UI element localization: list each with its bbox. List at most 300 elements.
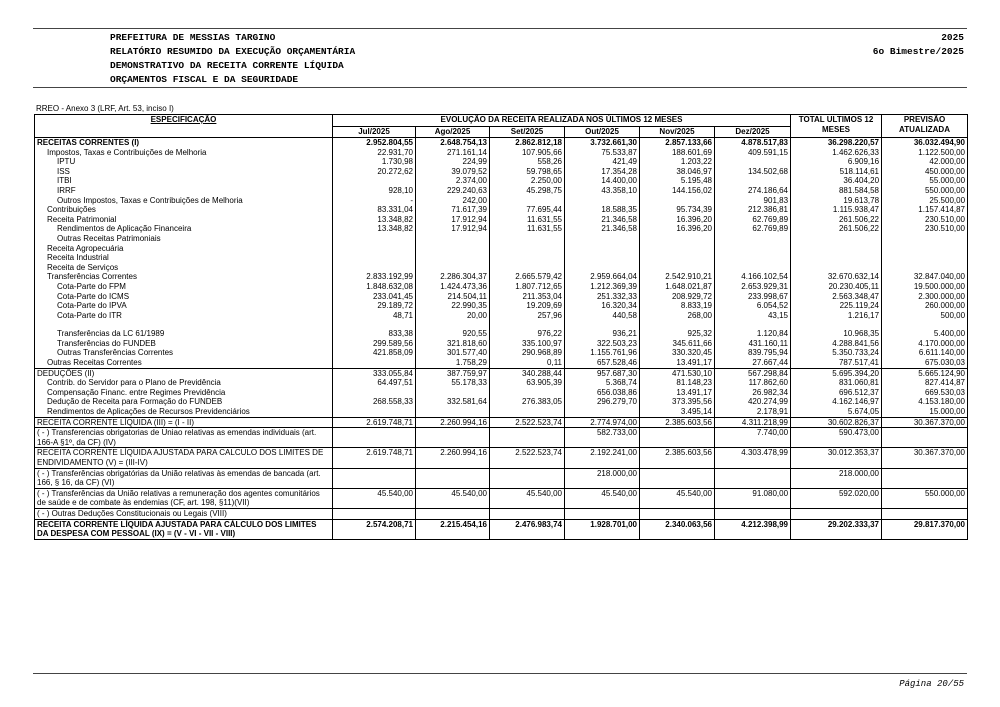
- cell-value: 83.331,04: [333, 205, 416, 215]
- row-label: Cota-Parte do IPVA: [35, 301, 333, 311]
- page-number: Página 20/55: [899, 679, 964, 689]
- row-label: Receita Industrial: [35, 253, 333, 263]
- cell-value: [333, 234, 416, 244]
- col-header-forecast: PREVISÃO ATUALIZADA: [882, 115, 968, 138]
- cell-value: 14.400,00: [565, 176, 640, 186]
- cell-value: 330.320,45: [640, 348, 715, 358]
- cell-value: 11.631,55: [490, 215, 565, 225]
- cell-value: [882, 468, 968, 488]
- cell-value: [416, 428, 490, 448]
- cell-value: 2.374,00: [416, 176, 490, 186]
- cell-value: 2.648.754,13: [416, 138, 490, 148]
- cell-value: 91.080,00: [715, 488, 791, 508]
- row-label: RECEITA CORRENTE LÍQUIDA AJUSTADA PARA CÁLCULO DOS LIMITES DA DESPESA COM PESSOAL (IX) = (V - VI - VII - VIII): [35, 519, 333, 539]
- cell-value: 16.396,20: [640, 215, 715, 225]
- row-label: Cota-Parte do ITR: [35, 311, 333, 321]
- cell-value: [490, 468, 565, 488]
- cell-value: [791, 244, 882, 254]
- cell-value: 2.260.994,16: [416, 448, 490, 468]
- cell-value: 1.155.761,96: [565, 348, 640, 358]
- cell-value: 29.189,72: [333, 301, 416, 311]
- cell-value: 16.320,34: [565, 301, 640, 311]
- row-label: ( - ) Outras Deduções Constitucionais ou Legais (VIII): [35, 508, 333, 519]
- cell-value: [882, 428, 968, 448]
- cell-value: [333, 388, 416, 398]
- cell-value: 296.279,70: [565, 397, 640, 407]
- table-row: [35, 311, 968, 321]
- cell-value: [715, 320, 791, 329]
- cell-value: 2.952.804,55: [333, 138, 416, 148]
- table-row: [35, 339, 968, 349]
- cell-value: 421,49: [565, 157, 640, 167]
- cell-value: [640, 508, 715, 519]
- cell-value: [882, 244, 968, 254]
- cell-value: 2.192.241,00: [565, 448, 640, 468]
- cell-value: 17.912,94: [416, 224, 490, 234]
- cell-value: 592.020,00: [791, 488, 882, 508]
- cell-value: 4.288.841,56: [791, 339, 882, 349]
- cell-value: [333, 320, 416, 329]
- col-header-total: TOTAL ULTIMOS 12 MESES: [791, 115, 882, 138]
- cell-value: 211.353,04: [490, 292, 565, 302]
- table-row: [35, 272, 968, 282]
- cell-value: 321.818,60: [416, 339, 490, 349]
- cell-value: 5.695.394,20: [791, 368, 882, 378]
- cell-value: 59.798,65: [490, 167, 565, 177]
- cell-value: 29.817.370,00: [882, 519, 968, 539]
- cell-value: [640, 468, 715, 488]
- cell-value: 212.386,81: [715, 205, 791, 215]
- col-header-month: Out/2025: [565, 127, 640, 138]
- cell-value: 63.905,39: [490, 378, 565, 388]
- cell-value: 39.079,52: [416, 167, 490, 177]
- cell-value: 500,00: [882, 311, 968, 321]
- table-row: [35, 176, 968, 186]
- cell-value: 2.286.304,37: [416, 272, 490, 282]
- cell-value: [791, 253, 882, 263]
- cell-value: 13.348,82: [333, 224, 416, 234]
- cell-value: 6.909,16: [791, 157, 882, 167]
- cell-value: 19.613,78: [791, 196, 882, 206]
- cell-value: 2.563.348,47: [791, 292, 882, 302]
- cell-value: 2.476.983,74: [490, 519, 565, 539]
- cell-value: 17.354,28: [565, 167, 640, 177]
- cell-value: [640, 263, 715, 273]
- table-row: [35, 292, 968, 302]
- cell-value: 42.000,00: [882, 157, 968, 167]
- cell-value: [565, 508, 640, 519]
- cell-value: [333, 428, 416, 448]
- cell-value: 20,00: [416, 311, 490, 321]
- cell-value: 43.358,10: [565, 186, 640, 196]
- cell-value: 276.383,05: [490, 397, 565, 407]
- cell-value: [715, 508, 791, 519]
- cell-value: 787.517,41: [791, 358, 882, 368]
- table-row: [35, 508, 968, 519]
- cell-value: 290.968,89: [490, 348, 565, 358]
- cell-value: [416, 407, 490, 417]
- cell-value: [333, 407, 416, 417]
- cell-value: [565, 253, 640, 263]
- row-label: Cota-Parte do ICMS: [35, 292, 333, 302]
- row-label: Compensação Financ. entre Regimes Previdência: [35, 388, 333, 398]
- cell-value: 421.858,09: [333, 348, 416, 358]
- cell-value: 657.528,46: [565, 358, 640, 368]
- table-row: [35, 224, 968, 234]
- cell-value: 420.274,99: [715, 397, 791, 407]
- cell-value: 17.912,94: [416, 215, 490, 225]
- cell-value: 71.617,39: [416, 205, 490, 215]
- cell-value: 2.385.603,56: [640, 417, 715, 428]
- header-period: 6o Bimestre/2025: [872, 46, 964, 57]
- cell-value: [490, 508, 565, 519]
- cell-value: 1.115.938,47: [791, 205, 882, 215]
- cell-value: 582.733,00: [565, 428, 640, 448]
- table-row: [35, 138, 968, 148]
- cell-value: [715, 234, 791, 244]
- cell-value: 19.500.000,00: [882, 282, 968, 292]
- cell-value: 5.368,74: [565, 378, 640, 388]
- table-row: [35, 519, 968, 539]
- cell-value: 208.929,72: [640, 292, 715, 302]
- cell-value: 22.931,70: [333, 148, 416, 158]
- cell-value: [715, 157, 791, 167]
- cell-value: 4.303.478,99: [715, 448, 791, 468]
- cell-value: 3.732.661,30: [565, 138, 640, 148]
- cell-value: [333, 176, 416, 186]
- row-label: Receita Agropecuária: [35, 244, 333, 254]
- cell-value: 81.148,23: [640, 378, 715, 388]
- cell-value: 2.250,00: [490, 176, 565, 186]
- cell-value: 1.212.369,39: [565, 282, 640, 292]
- cell-value: 2.522.523,74: [490, 448, 565, 468]
- cell-value: 22.990,35: [416, 301, 490, 311]
- cell-value: 45.540,00: [565, 488, 640, 508]
- cell-value: 440,58: [565, 311, 640, 321]
- cell-value: 881.584,58: [791, 186, 882, 196]
- cell-value: 827.414,87: [882, 378, 968, 388]
- cell-value: [416, 468, 490, 488]
- col-header-month: Set/2025: [490, 127, 565, 138]
- cell-value: 16.396,20: [640, 224, 715, 234]
- table-row: [35, 378, 968, 388]
- table-row: [35, 388, 968, 398]
- cell-value: [416, 244, 490, 254]
- cell-value: [565, 263, 640, 273]
- cell-value: 1.462.626,33: [791, 148, 882, 158]
- row-label: Impostos, Taxas e Contribuições de Melhoria: [35, 148, 333, 158]
- cell-value: 1.758,29: [416, 358, 490, 368]
- cell-value: 8.833,19: [640, 301, 715, 311]
- cell-value: 1.120,84: [715, 329, 791, 339]
- cell-value: 75.533,87: [565, 148, 640, 158]
- cell-value: 831.060,81: [791, 378, 882, 388]
- cell-value: 36.298.220,57: [791, 138, 882, 148]
- cell-value: 19.209,69: [490, 301, 565, 311]
- table-row: [35, 368, 968, 378]
- cell-value: 4.212.398,99: [715, 519, 791, 539]
- cell-value: [715, 263, 791, 273]
- cell-value: 567.298,84: [715, 368, 791, 378]
- cell-value: 36.032.494,90: [882, 138, 968, 148]
- cell-value: 1.424.473,36: [416, 282, 490, 292]
- cell-value: 233.998,67: [715, 292, 791, 302]
- cell-value: [640, 234, 715, 244]
- cell-value: 4.153.180,00: [882, 397, 968, 407]
- cell-value: [490, 388, 565, 398]
- table-row: [35, 157, 968, 167]
- table-row: [35, 358, 968, 368]
- cell-value: [333, 244, 416, 254]
- table-row: [35, 320, 968, 329]
- cell-value: 558,26: [490, 157, 565, 167]
- row-label: Rendimentos de Aplicações de Recursos Previdenciários: [35, 407, 333, 417]
- cell-value: 833,38: [333, 329, 416, 339]
- cell-value: 214.504,11: [416, 292, 490, 302]
- cell-value: [565, 196, 640, 206]
- cell-value: [333, 253, 416, 263]
- cell-value: 134.502,68: [715, 167, 791, 177]
- row-label: Outras Receitas Correntes: [35, 358, 333, 368]
- cell-value: [416, 234, 490, 244]
- cell-value: 21.346,58: [565, 224, 640, 234]
- cell-value: 32.847.040,00: [882, 272, 968, 282]
- cell-value: [882, 508, 968, 519]
- cell-value: [333, 358, 416, 368]
- table-row: [35, 167, 968, 177]
- cell-value: 32.670.632,14: [791, 272, 882, 282]
- cell-value: 144.156,02: [640, 186, 715, 196]
- cell-value: [490, 253, 565, 263]
- table-row: [35, 186, 968, 196]
- cell-value: [791, 263, 882, 273]
- row-label: Receita de Serviços: [35, 263, 333, 273]
- cell-value: [490, 263, 565, 273]
- cell-value: 6.611.140,00: [882, 348, 968, 358]
- cell-value: [333, 508, 416, 519]
- header-budgets: ORÇAMENTOS FISCAL E DA SEGURIDADE: [110, 74, 299, 85]
- row-label: DEDUÇÕES (II): [35, 368, 333, 378]
- row-label: Cota-Parte do FPM: [35, 282, 333, 292]
- table-row: [35, 234, 968, 244]
- cell-value: [882, 263, 968, 273]
- footer-rule: [33, 673, 967, 674]
- cell-value: 2.542.910,21: [640, 272, 715, 282]
- table-row: [35, 488, 968, 508]
- cell-value: 920,55: [416, 329, 490, 339]
- cell-value: [490, 234, 565, 244]
- cell-value: 1.216,17: [791, 311, 882, 321]
- cell-value: 251.332,33: [565, 292, 640, 302]
- cell-value: 4.162.146,97: [791, 397, 882, 407]
- cell-value: [715, 468, 791, 488]
- cell-value: 5.350.733,24: [791, 348, 882, 358]
- table-row: [35, 348, 968, 358]
- cell-value: [715, 253, 791, 263]
- table-row: [35, 417, 968, 428]
- cell-value: 301.577,40: [416, 348, 490, 358]
- cell-value: 299.589,56: [333, 339, 416, 349]
- cell-value: 2.862.812,18: [490, 138, 565, 148]
- table-row: [35, 428, 968, 448]
- cell-value: 387.759,97: [416, 368, 490, 378]
- cell-value: 257,96: [490, 311, 565, 321]
- cell-value: 1.848.632,08: [333, 282, 416, 292]
- row-label: ( - ) Transferências da União relativas a remuneração dos agentes comunitários de saúde e de combate às endemias (CF, art. 198, §11)(VII): [35, 488, 333, 508]
- cell-value: [490, 320, 565, 329]
- cell-value: [882, 320, 968, 329]
- cell-value: 77.695,44: [490, 205, 565, 215]
- cell-value: [640, 244, 715, 254]
- table-row: [35, 468, 968, 488]
- cell-value: 18.588,35: [565, 205, 640, 215]
- cell-value: 55.000,00: [882, 176, 968, 186]
- cell-value: 45.298,75: [490, 186, 565, 196]
- cell-value: 936,21: [565, 329, 640, 339]
- row-label: Contrib. do Servidor para o Plano de Previdência: [35, 378, 333, 388]
- cell-value: 229.240,63: [416, 186, 490, 196]
- cell-value: 30.367.370,00: [882, 448, 968, 468]
- cell-value: [490, 244, 565, 254]
- cell-value: 48,71: [333, 311, 416, 321]
- cell-value: 928,10: [333, 186, 416, 196]
- cell-value: 29.202.333,37: [791, 519, 882, 539]
- row-label: [35, 320, 333, 329]
- cell-value: [416, 508, 490, 519]
- table-row: [35, 253, 968, 263]
- cell-value: [565, 320, 640, 329]
- table-row: [35, 244, 968, 254]
- cell-value: [791, 320, 882, 329]
- cell-value: 30.367.370,00: [882, 417, 968, 428]
- cell-value: [490, 428, 565, 448]
- row-label: RECEITA CORRENTE LÍQUIDA (III) = (I - II): [35, 417, 333, 428]
- cell-value: 274.186,64: [715, 186, 791, 196]
- cell-value: 2.619.748,71: [333, 417, 416, 428]
- cell-value: [333, 263, 416, 273]
- cell-value: [640, 196, 715, 206]
- cell-value: 2.653.929,31: [715, 282, 791, 292]
- cell-value: 340.288,44: [490, 368, 565, 378]
- table-row: [35, 448, 968, 468]
- cell-value: 2.833.192,99: [333, 272, 416, 282]
- cell-value: 26.982,34: [715, 388, 791, 398]
- col-header-evolution: EVOLUÇÃO DA RECEITA REALIZADA NOS ÚLTIMOS 12 MESES: [333, 115, 791, 127]
- cell-value: 25.500,00: [882, 196, 968, 206]
- cell-value: 230.510,00: [882, 215, 968, 225]
- row-label: IPTU: [35, 157, 333, 167]
- row-label: ITBI: [35, 176, 333, 186]
- cell-value: 322.503,23: [565, 339, 640, 349]
- row-label: Outras Transferências Correntes: [35, 348, 333, 358]
- table-row: [35, 397, 968, 407]
- col-header-month: Nov/2025: [640, 127, 715, 138]
- cell-value: 95.734,39: [640, 205, 715, 215]
- cell-value: 409.591,15: [715, 148, 791, 158]
- cell-value: 696.512,37: [791, 388, 882, 398]
- cell-value: 2.857.133,66: [640, 138, 715, 148]
- cell-value: 471.530,10: [640, 368, 715, 378]
- cell-value: 4.878.517,83: [715, 138, 791, 148]
- cell-value: 373.395,56: [640, 397, 715, 407]
- cell-value: 45.540,00: [640, 488, 715, 508]
- cell-value: 11.631,55: [490, 224, 565, 234]
- cell-value: 2.774.974,00: [565, 417, 640, 428]
- table-row: [35, 301, 968, 311]
- cell-value: -: [333, 196, 416, 206]
- cell-value: [565, 407, 640, 417]
- cell-value: [416, 263, 490, 273]
- cell-value: 62.769,89: [715, 215, 791, 225]
- cell-value: 2.959.664,04: [565, 272, 640, 282]
- cell-value: 218.000,00: [565, 468, 640, 488]
- cell-value: 2.619.748,71: [333, 448, 416, 468]
- cell-value: 2.665.579,42: [490, 272, 565, 282]
- cell-value: 21.346,58: [565, 215, 640, 225]
- table-row: [35, 196, 968, 206]
- header-report: RELATÓRIO RESUMIDO DA EXECUÇÃO ORÇAMENTÁRIA: [110, 46, 356, 57]
- cell-value: 13.491,17: [640, 388, 715, 398]
- table-row: [35, 148, 968, 158]
- cell-value: 188.601,69: [640, 148, 715, 158]
- table-row: [35, 407, 968, 417]
- cell-value: 36.404,20: [791, 176, 882, 186]
- cell-value: 268.558,33: [333, 397, 416, 407]
- cell-value: 976,22: [490, 329, 565, 339]
- cell-value: 925,32: [640, 329, 715, 339]
- cell-value: [333, 468, 416, 488]
- table-row: [35, 282, 968, 292]
- cell-value: 2.340.063,56: [640, 519, 715, 539]
- cell-value: 3.495,14: [640, 407, 715, 417]
- rcl-table: [34, 114, 968, 540]
- header-statement: DEMONSTRATIVO DA RECEITA CORRENTE LÍQUIDA: [110, 60, 344, 71]
- cell-value: 0,11: [490, 358, 565, 368]
- row-label: Dedução de Receita para Formação do FUNDEB: [35, 397, 333, 407]
- row-label: Transferências Correntes: [35, 272, 333, 282]
- row-label: Outras Receitas Patrimoniais: [35, 234, 333, 244]
- cell-value: [791, 508, 882, 519]
- cell-value: 431.160,11: [715, 339, 791, 349]
- cell-value: 5.400,00: [882, 329, 968, 339]
- cell-value: 30.012.353,37: [791, 448, 882, 468]
- table-row: [35, 215, 968, 225]
- col-header-spec: ESPECIFICAÇÃO: [35, 115, 333, 138]
- cell-value: 5.674,05: [791, 407, 882, 417]
- row-label: ( - ) Transferencias obrigatorias de Uniao relativas as emendas individuais (art. 166-A §1º, da CF) (IV): [35, 428, 333, 448]
- cell-value: [640, 428, 715, 448]
- cell-value: 261.506,22: [791, 215, 882, 225]
- cell-value: 260.000,00: [882, 301, 968, 311]
- cell-value: 2.574.208,71: [333, 519, 416, 539]
- row-label: Rendimentos de Aplicação Financeira: [35, 224, 333, 234]
- cell-value: 62.769,89: [715, 224, 791, 234]
- row-label: IRRF: [35, 186, 333, 196]
- cell-value: 107.905,66: [490, 148, 565, 158]
- header-entity: PREFEITURA DE MESSIAS TARGINO: [110, 32, 276, 43]
- cell-value: [791, 234, 882, 244]
- cell-value: 2.522.523,74: [490, 417, 565, 428]
- cell-value: 550.000,00: [882, 488, 968, 508]
- cell-value: 15.000,00: [882, 407, 968, 417]
- cell-value: 45.540,00: [333, 488, 416, 508]
- row-label: RECEITA CORRENTE LÍQUIDA AJUSTADA PARA CALCULO DOS LIMITES DE ENDIVIDAMENTO (V) = (III-IV): [35, 448, 333, 468]
- cell-value: 38.046,97: [640, 167, 715, 177]
- annex-reference: RREO - Anexo 3 (LRF, Art. 53, inciso I): [36, 104, 174, 113]
- cell-value: 1.122.500,00: [882, 148, 968, 158]
- row-label: Transferências da LC 61/1989: [35, 329, 333, 339]
- cell-value: 2.178,91: [715, 407, 791, 417]
